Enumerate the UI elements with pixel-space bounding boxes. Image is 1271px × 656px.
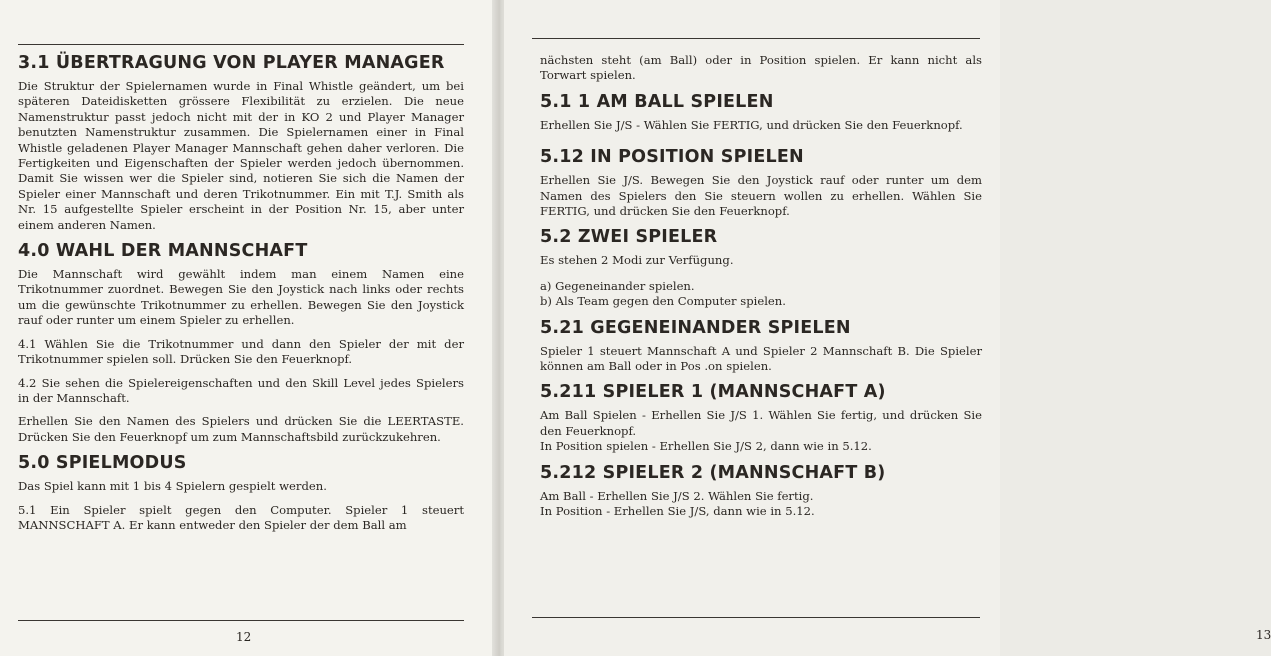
section-5-211-heading: 5.211 SPIELER 1 (MANNSCHAFT A) (540, 382, 886, 403)
top-rule (18, 44, 464, 45)
section-4-2-body: 4.2 Sie sehen die Spielereigenschaften und den Skill Level jedes Spielers in der Mannschaft. (18, 375, 464, 405)
right-page-content (540, 53, 982, 528)
section-5-0-body: Das Spiel kann mit 1 bis 4 Spielern gespielt werden. (18, 479, 327, 494)
bottom-rule (18, 620, 464, 621)
section-5-21-body: Spieler 1 steuert Mannschaft A und Spieler 2 Mannschaft B. Die Spieler können am Ball oder in Pos .on spielen. (540, 343, 982, 374)
section-4-2-instructions: Erhellen Sie den Namen des Spielers und drücken Sie die LEERTASTE. Drücken Sie den Feuerknopf um zum Mannschaftsbild zurückzukehren. (18, 414, 464, 444)
section-5-12-body: Erhellen Sie J/S. Bewegen Sie den Joystick rauf oder runter um dem Namen des Spielers den Sie steuern wollen zu erhellen. Wählen Sie FERTIG, und drücken Sie den Feuerknopf. (540, 173, 982, 219)
section-4-0-heading: 4.0 WAHL DER MANNSCHAFT (18, 241, 308, 262)
section-5-212-heading: 5.212 SPIELER 2 (MANNSCHAFT B) (540, 462, 886, 483)
section-5-211-line-1: Am Ball Spielen - Erhellen Sie J/S 1. Wählen Sie fertig, und drücken Sie den Feuerknopf. (540, 408, 982, 438)
section-3-1-body: Die Struktur der Spielernamen wurde in Final Whistle geändert, um bei späteren Dateidisketten grössere Flexibilität zu erzielen. Die neue Namenstruktur passt jedoch nicht mit der in KO 2 und Player Manager benutzten Namenstruktur zusammen. Die Spielernamen einer in Final Whistle geladenen Player Manager Mannschaft gehen daher verloren. Die Fertigkeiten und Eigenschaften der Spieler werden jedoch übernommen. Damit Sie wissen wer die Spieler sind, notieren Sie sich die Namen der Spieler einer Mannschaft und deren Trikotnummer. Ein mit T.J. Smith als Nr. 15 aufgestellte Spieler erscheint in der Position Nr. 15, aber unter einem anderen Namen. (18, 79, 464, 232)
mode-a-item: a) Gegeneinander spielen. (540, 278, 695, 293)
section-5-12-heading: 5.12 IN POSITION SPIELEN (540, 147, 804, 168)
mode-b-item: b) Als Team gegen den Computer spielen. (540, 294, 786, 309)
section-4-1-body: 4.1 Wählen Sie die Trikotnummer und dann den Spieler der mit der Trikotnummer spielen soll. Drücken Sie den Feuerknopf. (18, 336, 464, 367)
section-5-1-continued: nächsten steht (am Ball) oder in Position spielen. Er kann nicht als Torwart spielen. (540, 53, 982, 83)
section-5-11-body: Erhellen Sie J/S - Wählen Sie FERTIG, und drücken Sie den Feuerknopf. (540, 117, 963, 132)
top-rule (532, 38, 980, 39)
section-5-0-heading: 5.0 SPIELMODUS (18, 453, 187, 474)
section-3-1-heading: 3.1 ÜBERTRAGUNG VON PLAYER MANAGER (18, 53, 445, 73)
section-5-21-heading: 5.21 GEGENEINANDER SPIELEN (540, 317, 851, 338)
section-5-2-body: Es stehen 2 Modi zur Verfügung. (540, 253, 734, 268)
page-number: 12 (236, 630, 252, 644)
section-5-212-line-1: Am Ball - Erhellen Sie J/S 2. Wählen Sie fertig. (540, 488, 814, 503)
section-4-0-body: Die Mannschaft wird gewählt indem man einem Namen eine Trikotnummer zuordnet. Bewegen Sie den Joystick nach links oder rechts um die gewünschte Trikotnummer zu erhellen. Bewegen Sie den Joystick rauf oder runter um einem Spieler zu erhellen. (18, 267, 464, 328)
section-5-211-line-2: In Position spielen - Erhellen Sie J/S 2, dann wie in 5.12. (540, 439, 872, 454)
section-5-212-line-2: In Position - Erhellen Sie J/S, dann wie in 5.12. (540, 504, 815, 519)
bottom-rule (532, 617, 980, 618)
left-page (0, 0, 496, 656)
section-5-1-body: 5.1 Ein Spieler spielt gegen den Computer. Spieler 1 steuert MANNSCHAFT A. Er kann entweder den Spieler der dem Ball am (18, 502, 464, 532)
right-page (504, 0, 1271, 656)
section-5-2-heading: 5.2 ZWEI SPIELER (540, 227, 718, 248)
left-page-content (18, 53, 464, 541)
section-5-11-heading: 5.1 1 AM BALL SPIELEN (540, 91, 774, 112)
page-number: 13 (1256, 628, 1271, 642)
